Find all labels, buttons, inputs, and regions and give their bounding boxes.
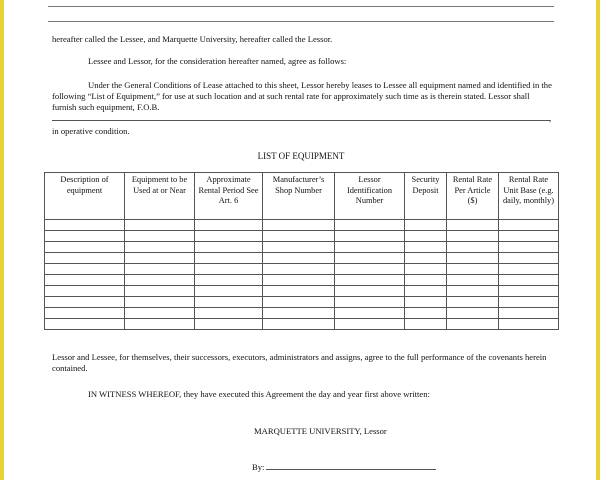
table-cell[interactable] [125, 253, 195, 264]
table-cell[interactable] [125, 220, 195, 231]
table-cell[interactable] [263, 264, 335, 275]
table-cell[interactable] [405, 308, 447, 319]
table-cell[interactable] [499, 220, 559, 231]
header-rate-per-article: Rental Rate Per Article ($) [447, 173, 499, 220]
table-cell[interactable] [499, 253, 559, 264]
agree-paragraph: Lessee and Lessor, for the consideration hereafter named, agree as follows: [88, 56, 347, 66]
witness-paragraph: IN WITNESS WHEREOF, they have executed this Agreement the day and year first above written: [88, 389, 430, 399]
table-cell[interactable] [263, 297, 335, 308]
table-cell[interactable] [45, 253, 125, 264]
table-cell[interactable] [45, 220, 125, 231]
table-row [45, 242, 559, 253]
table-cell[interactable] [45, 242, 125, 253]
table-row [45, 231, 559, 242]
table-cell[interactable] [447, 253, 499, 264]
table-cell[interactable] [499, 308, 559, 319]
header-shop-number: Manufacturer’s Shop Number [263, 173, 335, 220]
table-cell[interactable] [263, 253, 335, 264]
table-cell[interactable] [447, 308, 499, 319]
table-cell[interactable] [499, 264, 559, 275]
table-cell[interactable] [405, 220, 447, 231]
table-cell[interactable] [195, 275, 263, 286]
table-cell[interactable] [335, 242, 405, 253]
header-used-at: Equipment to be Used at or Near [125, 173, 195, 220]
list-title: LIST OF EQUIPMENT [257, 151, 345, 161]
operative-paragraph: in operative condition. [52, 126, 130, 136]
table-row [45, 308, 559, 319]
header-description: Description of equipment [45, 173, 125, 220]
table-cell[interactable] [45, 286, 125, 297]
signature-field[interactable] [266, 461, 436, 470]
fob-blank-line [52, 120, 550, 121]
table-cell[interactable] [405, 297, 447, 308]
table-cell[interactable] [405, 275, 447, 286]
table-cell[interactable] [405, 319, 447, 330]
table-cell[interactable] [263, 220, 335, 231]
table-cell[interactable] [195, 242, 263, 253]
table-cell[interactable] [263, 275, 335, 286]
table-cell[interactable] [335, 308, 405, 319]
table-cell[interactable] [335, 264, 405, 275]
table-cell[interactable] [195, 297, 263, 308]
table-cell[interactable] [499, 319, 559, 330]
table-cell[interactable] [447, 220, 499, 231]
table-cell[interactable] [45, 319, 125, 330]
by-label: By: [252, 462, 265, 472]
table-cell[interactable] [45, 231, 125, 242]
table-cell[interactable] [195, 286, 263, 297]
header-identification-number: Lessor Identification Number [335, 173, 405, 220]
table-cell[interactable] [499, 242, 559, 253]
conditions-paragraph: Under the General Conditions of Lease attached to this sheet, Lessor hereby leases to Lessee all equipment named and identified in the following “List of Equipment,” for use at such location and at such rental rate for approximately such time as is therein stated. Lessor shall furnish such equipment, F.O.B. [52, 80, 552, 112]
table-cell[interactable] [335, 297, 405, 308]
table-cell[interactable] [45, 264, 125, 275]
intro-paragraph: hereafter called the Lessee, and Marquette University, hereafter called the Lessor. [52, 34, 333, 44]
table-cell[interactable] [405, 264, 447, 275]
table-cell[interactable] [125, 231, 195, 242]
table-cell[interactable] [263, 319, 335, 330]
table-cell[interactable] [263, 286, 335, 297]
table-cell[interactable] [499, 231, 559, 242]
table-row [45, 319, 559, 330]
table-cell[interactable] [263, 242, 335, 253]
signature-by-line [252, 461, 472, 473]
table-body [45, 220, 559, 330]
lessor-signature-name: MARQUETTE UNIVERSITY, Lessor [254, 426, 387, 436]
table-cell[interactable] [125, 297, 195, 308]
table-row [45, 275, 559, 286]
table-cell[interactable] [195, 253, 263, 264]
covenants-paragraph: Lessor and Lessee, for themselves, their successors, executors, administrators and assigns, agree to the full performance of the covenants herein contained. [52, 352, 547, 373]
table-cell[interactable] [195, 220, 263, 231]
table-cell[interactable] [45, 308, 125, 319]
table-cell[interactable] [447, 242, 499, 253]
table-cell[interactable] [263, 231, 335, 242]
table-cell[interactable] [195, 264, 263, 275]
table-cell[interactable] [45, 297, 125, 308]
table-cell[interactable] [125, 308, 195, 319]
table-cell[interactable] [125, 319, 195, 330]
table-cell[interactable] [447, 264, 499, 275]
equipment-table [44, 172, 559, 330]
table-cell[interactable] [45, 275, 125, 286]
table-row [45, 253, 559, 264]
blank-line-1 [48, 6, 554, 7]
table-cell[interactable] [499, 275, 559, 286]
header-rate-unit-base: Rental Rate Unit Base (e.g. daily, monthly) [499, 173, 559, 220]
header-rental-period: Approximate Rental Period See Art. 6 [195, 173, 263, 220]
table-cell[interactable] [447, 297, 499, 308]
table-cell[interactable] [447, 275, 499, 286]
table-row [45, 286, 559, 297]
table-cell[interactable] [335, 275, 405, 286]
table-cell[interactable] [125, 242, 195, 253]
blank-line-2 [48, 21, 554, 22]
table-cell[interactable] [335, 231, 405, 242]
table-cell[interactable] [447, 286, 499, 297]
table-row [45, 297, 559, 308]
header-security-deposit: Security Deposit [405, 173, 447, 220]
table-cell[interactable] [405, 253, 447, 264]
table-row [45, 220, 559, 231]
table-cell[interactable] [405, 231, 447, 242]
table-cell[interactable] [335, 253, 405, 264]
table-cell[interactable] [405, 242, 447, 253]
table-cell[interactable] [195, 231, 263, 242]
table-header-row [45, 173, 559, 220]
table-cell[interactable] [125, 264, 195, 275]
table-cell[interactable] [335, 319, 405, 330]
table-cell[interactable] [447, 231, 499, 242]
table-cell[interactable] [499, 297, 559, 308]
table-cell[interactable] [125, 286, 195, 297]
fob-comma: , [549, 113, 552, 123]
table-cell[interactable] [263, 308, 335, 319]
table-cell[interactable] [195, 319, 263, 330]
document-page [4, 0, 596, 480]
table-cell[interactable] [335, 286, 405, 297]
table-cell[interactable] [405, 286, 447, 297]
table-cell[interactable] [125, 275, 195, 286]
table-row [45, 264, 559, 275]
table-cell[interactable] [499, 286, 559, 297]
table-cell[interactable] [335, 220, 405, 231]
table-cell[interactable] [195, 308, 263, 319]
table-cell[interactable] [447, 319, 499, 330]
